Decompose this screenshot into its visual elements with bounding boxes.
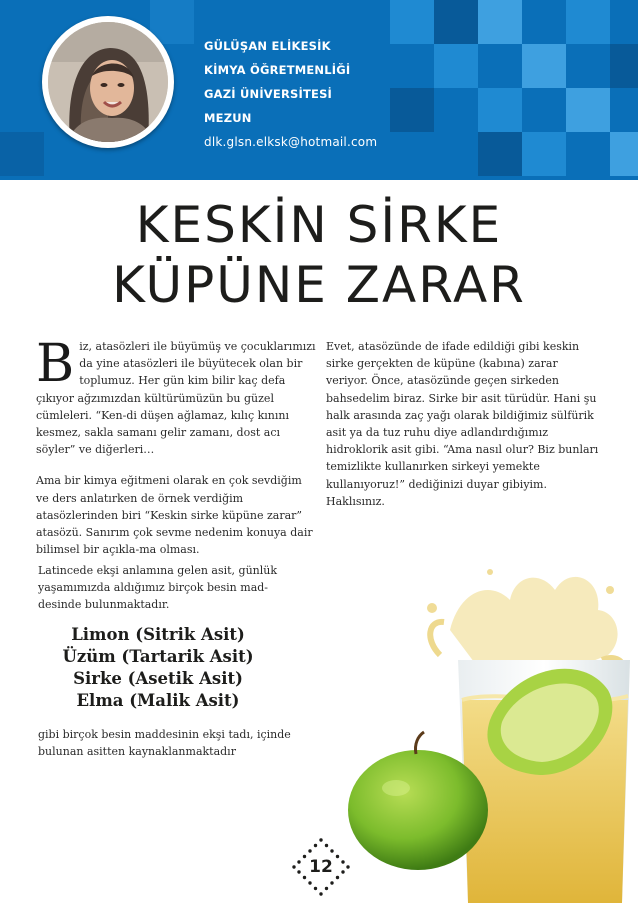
latin-paragraph: Latincede ekşi anlamına gelen asit, günlük yaşamımızda aldığımız birçok besin mad-desinde bulunmaktadır.	[38, 564, 278, 612]
acid-item: Sirke (Asetik Asit)	[73, 669, 243, 688]
author-university: GAZİ ÜNİVERSİTESİ	[204, 87, 333, 101]
header-banner	[0, 0, 638, 180]
right-paragraph: Evet, atasözünde de ifade edildiği gibi keskin sirke gerçekten de küpüne (kabına) zarar veriyor. Önce, atasözünde geçen sirkeden bahsedelim biraz. Sirke bir asit türüdür. Hani şu halk arasında zaç yağı olarak bildiğimiz sülfürik asit ya da tuz ruhu diye adlandırdığımız hidroklorik asit gibi. “Ama nasıl olur? Biz bunları temizlikte kullanırken sirkeyi yemekte kullanıyoruz!” dediğinizi duyar gibiyim. Haklısınız.	[326, 340, 599, 508]
author-name: GÜLÜŞAN ELİKESİK	[204, 39, 331, 53]
page-number: 12	[309, 857, 333, 877]
drop-cap: B	[36, 334, 75, 394]
author-info	[204, 34, 377, 154]
article-title-line-1: KESKİN SİRKE	[135, 196, 503, 254]
left-column	[36, 334, 316, 572]
acid-item: Elma (Malik Asit)	[76, 691, 240, 710]
closing-paragraph: gibi birçok besin maddesinin ekşi tadı, içinde bulunan asitten kaynaklanmaktadır	[38, 728, 291, 759]
right-column	[326, 338, 602, 524]
apple-juice-illustration	[340, 560, 638, 903]
author-status: MEZUN	[204, 111, 252, 125]
intro-paragraph	[36, 334, 316, 458]
author-department: KİMYA ÖĞRETMENLİĞİ	[204, 63, 351, 77]
acid-item: Üzüm (Tartarik Asit)	[62, 647, 254, 666]
author-photo	[42, 16, 174, 148]
article-title-line-2: KÜPÜNE ZARAR	[112, 256, 526, 314]
author-email: dlk.glsn.elksk@hotmail.com	[204, 135, 378, 149]
intro-text: iz, atasözleri ile büyümüş ve çocuklarımızı da yine atasözleri ile büyütecek olan bir toplumuz. Her gün kim bilir kaç defa çıkıyor ağzımızdan kültürümüzün bu güzel cümleleri. “Ken-di düşen ağlamaz, kılıç kınını kesmez, sakla samanı gelir zamanı, dost acı söyler” ve diğerleri…	[36, 340, 316, 457]
second-paragraph: Ama bir kimya eğitmeni olarak en çok sevdiğim ve ders anlatırken de örnek verdiğim atasözlerinden biri “Keskin sirke küpüne zarar” atasözü. Sanırım çok sevme nedenim konuya dair bilimsel bir açıkla-ma olması.	[36, 474, 313, 557]
acid-item: Limon (Sitrik Asit)	[71, 625, 245, 644]
page-number-badge	[290, 836, 352, 898]
acid-list	[48, 624, 268, 712]
